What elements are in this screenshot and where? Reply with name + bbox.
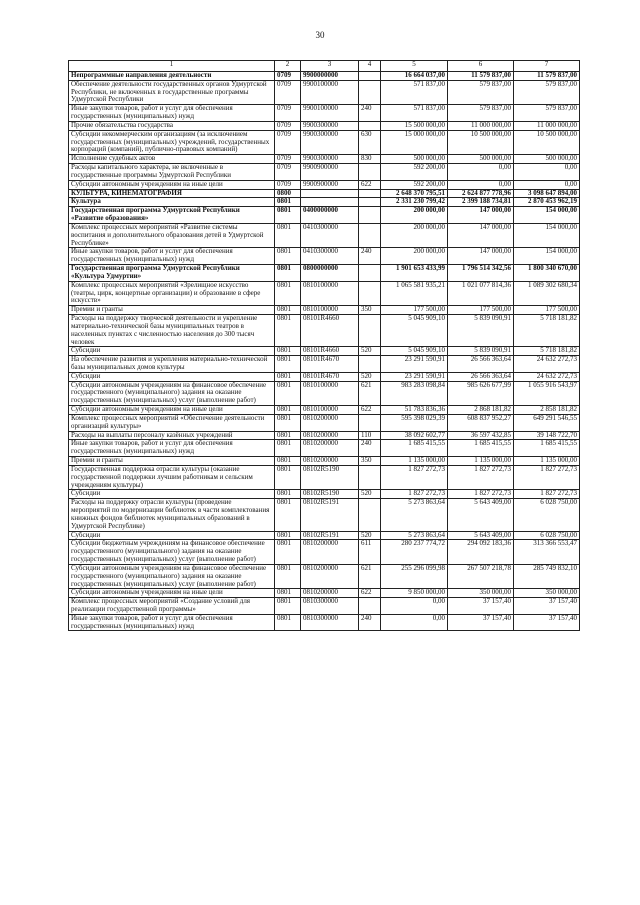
- row-name-cell: Субсидии: [69, 531, 275, 540]
- table-row: [69, 598, 580, 615]
- row-name-cell: Субсидии автономным учреждениям на иные цели: [69, 406, 275, 415]
- row-expense-type-cell: [359, 414, 381, 431]
- row-section-cell: 0801: [275, 531, 301, 540]
- row-amount-year-2-cell: 579 837,00: [448, 105, 514, 122]
- table-row: [69, 540, 580, 564]
- row-target-article-cell: 08101R4660: [301, 315, 359, 347]
- row-amount-year-1-cell: 1 827 272,73: [381, 490, 448, 499]
- row-amount-year-1-cell: 15 000 000,00: [381, 130, 448, 154]
- row-amount-year-2-cell: 5 839 090,91: [448, 315, 514, 347]
- row-section-cell: 0801: [275, 440, 301, 457]
- column-header-year-3: 7: [514, 61, 580, 72]
- row-amount-year-3-cell: 11 579 837,00: [514, 72, 580, 81]
- row-name-cell: Государственная поддержка отрасли культуры (оказание государственной поддержки лучшим работникам и сельским учреждениям культуры): [69, 465, 275, 489]
- row-section-cell: 0801: [275, 265, 301, 282]
- row-target-article-cell: 0810200000: [301, 457, 359, 466]
- row-amount-year-1-cell: 280 237 774,72: [381, 540, 448, 564]
- row-section-cell: 0801: [275, 414, 301, 431]
- row-amount-year-2-cell: 1 685 415,55: [448, 440, 514, 457]
- row-expense-type-cell: [359, 356, 381, 373]
- row-name-cell: Комплекс процессных мероприятий «Создание условий для реализации государственной программы»: [69, 598, 275, 615]
- row-target-article-cell: [301, 198, 359, 207]
- row-target-article-cell: 0810200000: [301, 431, 359, 440]
- row-amount-year-1-cell: 2 331 230 799,42: [381, 198, 448, 207]
- row-amount-year-2-cell: 0,00: [448, 180, 514, 189]
- page-number: 30: [315, 30, 325, 40]
- row-name-cell: Обеспечение деятельности государственных органов Удмуртской Республики, не включенных в государственные программы Удмуртской Республики: [69, 80, 275, 104]
- row-name-cell: Субсидии автономным учреждениям на иные цели: [69, 589, 275, 598]
- row-name-cell: Иные закупки товаров, работ и услуг для обеспечения государственных (муниципальных) нужд: [69, 105, 275, 122]
- row-amount-year-2-cell: 36 597 432,85: [448, 431, 514, 440]
- row-expense-type-cell: 622: [359, 180, 381, 189]
- row-target-article-cell: 08102R5191: [301, 499, 359, 531]
- row-section-cell: 0801: [275, 490, 301, 499]
- row-amount-year-2-cell: 5 643 409,00: [448, 499, 514, 531]
- row-amount-year-1-cell: 571 837,00: [381, 80, 448, 104]
- row-expense-type-cell: [359, 189, 381, 198]
- row-section-cell: 0801: [275, 598, 301, 615]
- row-amount-year-1-cell: 255 296 099,98: [381, 564, 448, 588]
- table-row: [69, 72, 580, 81]
- row-amount-year-3-cell: 1 827 272,73: [514, 465, 580, 489]
- row-target-article-cell: 0410300000: [301, 248, 359, 265]
- row-amount-year-2-cell: 5 643 409,00: [448, 531, 514, 540]
- row-target-article-cell: 0810200000: [301, 564, 359, 588]
- table-row: [69, 105, 580, 122]
- row-target-article-cell: 9900100000: [301, 80, 359, 104]
- row-target-article-cell: 0810100000: [301, 306, 359, 315]
- row-name-cell: Непрограммные направления деятельности: [69, 72, 275, 81]
- row-amount-year-1-cell: 1 901 653 433,99: [381, 265, 448, 282]
- row-amount-year-3-cell: 285 749 832,10: [514, 564, 580, 588]
- table-row: [69, 130, 580, 154]
- row-expense-type-cell: 110: [359, 431, 381, 440]
- table-row: [69, 490, 580, 499]
- row-section-cell: 0709: [275, 121, 301, 130]
- row-section-cell: 0801: [275, 406, 301, 415]
- table-row: [69, 589, 580, 598]
- row-amount-year-3-cell: 154 000,00: [514, 207, 580, 224]
- row-target-article-cell: 0810100000: [301, 381, 359, 405]
- column-header-section: 2: [275, 61, 301, 72]
- row-amount-year-2-cell: 1 135 000,00: [448, 457, 514, 466]
- row-amount-year-3-cell: 37 157,40: [514, 614, 580, 631]
- table-row: [69, 80, 580, 104]
- row-name-cell: Субсидии бюджетным учреждениям на финансовое обеспечение государственного (муниципального) задания на оказание государственных (муниципальных) услуг (выполнение работ): [69, 540, 275, 564]
- table-row: [69, 564, 580, 588]
- row-target-article-cell: 0400000000: [301, 207, 359, 224]
- row-section-cell: 0709: [275, 155, 301, 164]
- row-section-cell: 0801: [275, 372, 301, 381]
- row-name-cell: Субсидии автономным учреждениям на финансовое обеспечение государственного (муниципального) задания на оказание государственных (муниципальных) услуг (выполнение работ): [69, 381, 275, 405]
- row-section-cell: 0801: [275, 381, 301, 405]
- row-name-cell: Премии и гранты: [69, 306, 275, 315]
- row-target-article-cell: 0810200000: [301, 540, 359, 564]
- table-body: [69, 72, 580, 631]
- row-amount-year-2-cell: 5 839 090,91: [448, 347, 514, 356]
- row-name-cell: Расходы на выплаты персоналу казённых учреждений: [69, 431, 275, 440]
- table-row: [69, 381, 580, 405]
- row-amount-year-2-cell: 350 000,00: [448, 589, 514, 598]
- row-target-article-cell: 08102R5190: [301, 490, 359, 499]
- row-amount-year-3-cell: 177 500,00: [514, 306, 580, 315]
- table-row: [69, 248, 580, 265]
- row-amount-year-2-cell: 177 500,00: [448, 306, 514, 315]
- row-amount-year-1-cell: 500 000,00: [381, 155, 448, 164]
- row-amount-year-3-cell: 0,00: [514, 180, 580, 189]
- row-amount-year-1-cell: 23 291 590,91: [381, 372, 448, 381]
- row-target-article-cell: 0800000000: [301, 265, 359, 282]
- row-amount-year-3-cell: 10 500 000,00: [514, 130, 580, 154]
- row-section-cell: 0801: [275, 540, 301, 564]
- row-section-cell: 0801: [275, 465, 301, 489]
- row-amount-year-1-cell: 200 000,00: [381, 248, 448, 265]
- table-row: [69, 223, 580, 247]
- row-target-article-cell: 0810300000: [301, 614, 359, 631]
- row-expense-type-cell: [359, 281, 381, 305]
- row-amount-year-3-cell: 350 000,00: [514, 589, 580, 598]
- row-expense-type-cell: [359, 198, 381, 207]
- row-amount-year-2-cell: 2 868 181,82: [448, 406, 514, 415]
- row-amount-year-3-cell: 649 291 546,55: [514, 414, 580, 431]
- row-target-article-cell: 0810200000: [301, 414, 359, 431]
- row-name-cell: Иные закупки товаров, работ и услуг для обеспечения государственных (муниципальных) нужд: [69, 614, 275, 631]
- row-expense-type-cell: 622: [359, 589, 381, 598]
- row-amount-year-2-cell: 2 399 188 734,81: [448, 198, 514, 207]
- row-target-article-cell: 0810100000: [301, 281, 359, 305]
- row-name-cell: Субсидии автономным учреждениям на финансовое обеспечение государственного (муниципального) задания на оказание государственных (муниципальных) услуг (выполнение работ): [69, 564, 275, 588]
- row-expense-type-cell: 350: [359, 457, 381, 466]
- row-amount-year-1-cell: 23 291 590,91: [381, 356, 448, 373]
- row-section-cell: 0801: [275, 207, 301, 224]
- row-amount-year-3-cell: 154 000,00: [514, 248, 580, 265]
- row-name-cell: Субсидии: [69, 372, 275, 381]
- row-amount-year-3-cell: 6 028 750,00: [514, 531, 580, 540]
- table-row: [69, 431, 580, 440]
- row-target-article-cell: 9900300000: [301, 155, 359, 164]
- row-expense-type-cell: 520: [359, 531, 381, 540]
- row-amount-year-3-cell: 6 028 750,00: [514, 499, 580, 531]
- row-name-cell: Прочие обязательства государства: [69, 121, 275, 130]
- row-name-cell: Иные закупки товаров, работ и услуг для обеспечения государственных (муниципальных) нужд: [69, 248, 275, 265]
- row-section-cell: 0709: [275, 180, 301, 189]
- row-amount-year-2-cell: 1 021 077 814,36: [448, 281, 514, 305]
- row-expense-type-cell: 520: [359, 347, 381, 356]
- row-expense-type-cell: 350: [359, 306, 381, 315]
- row-target-article-cell: 9900100000: [301, 105, 359, 122]
- row-expense-type-cell: 611: [359, 540, 381, 564]
- row-section-cell: 0709: [275, 80, 301, 104]
- row-amount-year-2-cell: 294 092 183,36: [448, 540, 514, 564]
- row-expense-type-cell: [359, 121, 381, 130]
- table-row: [69, 457, 580, 466]
- row-expense-type-cell: [359, 315, 381, 347]
- row-name-cell: Исполнение судебных актов: [69, 155, 275, 164]
- row-name-cell: Комплекс процессных мероприятий «Обеспечение деятельности организаций культуры»: [69, 414, 275, 431]
- row-amount-year-2-cell: 11 579 837,00: [448, 72, 514, 81]
- row-expense-type-cell: 621: [359, 381, 381, 405]
- row-expense-type-cell: 240: [359, 440, 381, 457]
- row-amount-year-3-cell: 39 148 722,70: [514, 431, 580, 440]
- row-amount-year-1-cell: 1 135 000,00: [381, 457, 448, 466]
- row-amount-year-1-cell: 1 685 415,55: [381, 440, 448, 457]
- row-expense-type-cell: 240: [359, 614, 381, 631]
- row-expense-type-cell: 830: [359, 155, 381, 164]
- table-row: [69, 198, 580, 207]
- row-section-cell: 0800: [275, 189, 301, 198]
- row-amount-year-1-cell: 595 398 029,39: [381, 414, 448, 431]
- row-section-cell: 0801: [275, 223, 301, 247]
- row-target-article-cell: 9900900000: [301, 164, 359, 181]
- row-amount-year-2-cell: 37 157,40: [448, 614, 514, 631]
- row-expense-type-cell: [359, 164, 381, 181]
- row-target-article-cell: 08101R4670: [301, 356, 359, 373]
- row-amount-year-2-cell: 2 624 877 778,96: [448, 189, 514, 198]
- row-name-cell: Расходы на поддержку творческой деятельности и укрепление материально-технической базы муниципальных театров в населенных пунктах с численностью населения до 300 тысяч человек: [69, 315, 275, 347]
- row-section-cell: 0801: [275, 614, 301, 631]
- row-amount-year-1-cell: 592 200,00: [381, 164, 448, 181]
- row-amount-year-1-cell: 1 827 272,73: [381, 465, 448, 489]
- row-target-article-cell: 0810200000: [301, 440, 359, 457]
- row-expense-type-cell: [359, 223, 381, 247]
- row-expense-type-cell: 240: [359, 105, 381, 122]
- row-amount-year-1-cell: 1 065 581 935,21: [381, 281, 448, 305]
- row-amount-year-2-cell: 11 000 000,00: [448, 121, 514, 130]
- row-amount-year-1-cell: 5 273 863,64: [381, 531, 448, 540]
- row-amount-year-1-cell: 571 837,00: [381, 105, 448, 122]
- row-amount-year-3-cell: 11 000 000,00: [514, 121, 580, 130]
- row-amount-year-2-cell: 985 626 677,99: [448, 381, 514, 405]
- row-amount-year-1-cell: 983 283 098,84: [381, 381, 448, 405]
- row-expense-type-cell: [359, 465, 381, 489]
- row-amount-year-3-cell: 24 632 272,73: [514, 356, 580, 373]
- row-amount-year-2-cell: 147 000,00: [448, 223, 514, 247]
- row-name-cell: Субсидии некоммерческим организациям (за исключением государственных (муниципальных) учреждений, государственных корпораций (компаний), публично-правовых компаний): [69, 130, 275, 154]
- row-section-cell: 0801: [275, 281, 301, 305]
- budget-table: [68, 60, 580, 631]
- row-amount-year-2-cell: 1 827 272,73: [448, 465, 514, 489]
- table-row: [69, 164, 580, 181]
- row-section-cell: 0709: [275, 164, 301, 181]
- row-amount-year-3-cell: 1 135 000,00: [514, 457, 580, 466]
- row-section-cell: 0709: [275, 105, 301, 122]
- column-header-target-article: 3: [301, 61, 359, 72]
- row-expense-type-cell: [359, 80, 381, 104]
- table-row: [69, 315, 580, 347]
- row-amount-year-3-cell: 313 366 553,47: [514, 540, 580, 564]
- row-name-cell: Расходы капитального характера, не включенные в государственные программы Удмуртской Республики: [69, 164, 275, 181]
- row-amount-year-1-cell: 0,00: [381, 598, 448, 615]
- table-row: [69, 189, 580, 198]
- row-amount-year-1-cell: 16 664 037,00: [381, 72, 448, 81]
- table-row: [69, 356, 580, 373]
- row-name-cell: Государственная программа Удмуртской Республики «Культура Удмуртии»: [69, 265, 275, 282]
- row-name-cell: КУЛЬТУРА, КИНЕМАТОГРАФИЯ: [69, 189, 275, 198]
- row-expense-type-cell: [359, 207, 381, 224]
- row-name-cell: Субсидии: [69, 490, 275, 499]
- table-row: [69, 207, 580, 224]
- row-name-cell: Иные закупки товаров, работ и услуг для обеспечения государственных (муниципальных) нужд: [69, 440, 275, 457]
- row-amount-year-3-cell: 1 685 415,55: [514, 440, 580, 457]
- row-amount-year-1-cell: 0,00: [381, 614, 448, 631]
- table-header: [69, 61, 580, 72]
- row-section-cell: 0801: [275, 248, 301, 265]
- row-expense-type-cell: 240: [359, 248, 381, 265]
- row-amount-year-2-cell: 26 566 363,64: [448, 372, 514, 381]
- row-name-cell: Субсидии: [69, 347, 275, 356]
- row-amount-year-3-cell: 154 000,00: [514, 223, 580, 247]
- row-amount-year-3-cell: 579 837,00: [514, 105, 580, 122]
- row-expense-type-cell: [359, 598, 381, 615]
- table-row: [69, 465, 580, 489]
- row-amount-year-2-cell: 608 837 952,27: [448, 414, 514, 431]
- row-amount-year-1-cell: 592 200,00: [381, 180, 448, 189]
- row-amount-year-1-cell: 15 500 000,00: [381, 121, 448, 130]
- row-expense-type-cell: [359, 72, 381, 81]
- row-target-article-cell: [301, 189, 359, 198]
- row-expense-type-cell: 520: [359, 372, 381, 381]
- table-row: [69, 306, 580, 315]
- row-amount-year-2-cell: 147 000,00: [448, 207, 514, 224]
- row-target-article-cell: 0410300000: [301, 223, 359, 247]
- row-target-article-cell: 9900900000: [301, 180, 359, 189]
- row-amount-year-3-cell: 1 055 916 543,97: [514, 381, 580, 405]
- row-amount-year-1-cell: 2 648 370 795,51: [381, 189, 448, 198]
- table-row: [69, 406, 580, 415]
- row-amount-year-2-cell: 0,00: [448, 164, 514, 181]
- table-row: [69, 372, 580, 381]
- row-section-cell: 0709: [275, 130, 301, 154]
- table-row: [69, 614, 580, 631]
- row-amount-year-2-cell: 10 500 000,00: [448, 130, 514, 154]
- row-amount-year-1-cell: 9 850 000,00: [381, 589, 448, 598]
- table-row: [69, 414, 580, 431]
- row-amount-year-3-cell: 2 870 453 962,19: [514, 198, 580, 207]
- row-amount-year-1-cell: 51 783 836,36: [381, 406, 448, 415]
- row-expense-type-cell: 622: [359, 406, 381, 415]
- row-amount-year-3-cell: 5 718 181,82: [514, 347, 580, 356]
- row-target-article-cell: 9900300000: [301, 130, 359, 154]
- table-row: [69, 347, 580, 356]
- row-section-cell: 0801: [275, 499, 301, 531]
- row-amount-year-3-cell: 579 837,00: [514, 80, 580, 104]
- row-amount-year-2-cell: 1 827 272,73: [448, 490, 514, 499]
- row-section-cell: 0801: [275, 457, 301, 466]
- row-section-cell: 0801: [275, 315, 301, 347]
- row-name-cell: На обеспечение развития и укрепления материально-технической базы муниципальных домов культуры: [69, 356, 275, 373]
- column-header-year-2: 6: [448, 61, 514, 72]
- row-section-cell: 0801: [275, 347, 301, 356]
- row-target-article-cell: 9900300000: [301, 121, 359, 130]
- row-expense-type-cell: [359, 499, 381, 531]
- row-amount-year-3-cell: 5 718 181,82: [514, 315, 580, 347]
- row-amount-year-1-cell: 5 045 909,10: [381, 315, 448, 347]
- row-amount-year-3-cell: 1 089 302 680,34: [514, 281, 580, 305]
- row-target-article-cell: 0810300000: [301, 598, 359, 615]
- row-expense-type-cell: 630: [359, 130, 381, 154]
- table-row: [69, 180, 580, 189]
- table-row: [69, 155, 580, 164]
- row-amount-year-2-cell: 579 837,00: [448, 80, 514, 104]
- row-expense-type-cell: 621: [359, 564, 381, 588]
- row-name-cell: Государственная программа Удмуртской Республики «Развитие образования»: [69, 207, 275, 224]
- table-row: [69, 265, 580, 282]
- row-amount-year-1-cell: 5 045 909,10: [381, 347, 448, 356]
- row-amount-year-3-cell: 1 800 340 670,00: [514, 265, 580, 282]
- row-section-cell: 0801: [275, 431, 301, 440]
- row-section-cell: 0801: [275, 589, 301, 598]
- row-amount-year-1-cell: 177 500,00: [381, 306, 448, 315]
- row-section-cell: 0709: [275, 72, 301, 81]
- column-header-name: 1: [69, 61, 275, 72]
- row-amount-year-2-cell: 267 507 218,78: [448, 564, 514, 588]
- row-amount-year-1-cell: 200 000,00: [381, 223, 448, 247]
- table-row: [69, 121, 580, 130]
- row-name-cell: Премии и гранты: [69, 457, 275, 466]
- row-target-article-cell: 0810200000: [301, 589, 359, 598]
- row-target-article-cell: 08101R4660: [301, 347, 359, 356]
- row-amount-year-2-cell: 500 000,00: [448, 155, 514, 164]
- row-amount-year-2-cell: 37 157,40: [448, 598, 514, 615]
- row-target-article-cell: 0810100000: [301, 406, 359, 415]
- row-section-cell: 0801: [275, 356, 301, 373]
- row-target-article-cell: 08102R5191: [301, 531, 359, 540]
- row-target-article-cell: 08101R4670: [301, 372, 359, 381]
- row-name-cell: Расходы на поддержку отрасли культуры (проведение мероприятий по модернизации библиотек в части комплектования книжных фондов библиотек муниципальных образований в Удмуртской Республике): [69, 499, 275, 531]
- row-amount-year-1-cell: 200 000,00: [381, 207, 448, 224]
- row-amount-year-3-cell: 2 858 181,82: [514, 406, 580, 415]
- row-section-cell: 0801: [275, 198, 301, 207]
- column-header-year-1: 5: [381, 61, 448, 72]
- row-name-cell: Культура: [69, 198, 275, 207]
- row-amount-year-3-cell: 1 827 272,73: [514, 490, 580, 499]
- table-row: [69, 531, 580, 540]
- row-amount-year-2-cell: 147 000,00: [448, 248, 514, 265]
- row-name-cell: Комплекс процессных мероприятий «Зрелищное искусство (театры, цирк, концертные организации) и образование в сфере искусств»: [69, 281, 275, 305]
- row-name-cell: Субсидии автономным учреждениям на иные цели: [69, 180, 275, 189]
- row-target-article-cell: 9900000000: [301, 72, 359, 81]
- row-amount-year-1-cell: 38 092 602,77: [381, 431, 448, 440]
- row-amount-year-3-cell: 24 632 272,73: [514, 372, 580, 381]
- row-section-cell: 0801: [275, 564, 301, 588]
- row-amount-year-3-cell: 37 157,40: [514, 598, 580, 615]
- row-expense-type-cell: [359, 265, 381, 282]
- row-section-cell: 0801: [275, 306, 301, 315]
- row-target-article-cell: 08102R5190: [301, 465, 359, 489]
- row-amount-year-3-cell: 500 000,00: [514, 155, 580, 164]
- row-expense-type-cell: 520: [359, 490, 381, 499]
- row-name-cell: Комплекс процессных мероприятий «Развитие системы воспитания и дополнительного образования детей в Удмуртской Республике»: [69, 223, 275, 247]
- row-amount-year-2-cell: 26 566 363,64: [448, 356, 514, 373]
- table-row: [69, 499, 580, 531]
- table-row: [69, 440, 580, 457]
- column-header-expense-type: 4: [359, 61, 381, 72]
- row-amount-year-1-cell: 5 273 863,64: [381, 499, 448, 531]
- table-row: [69, 281, 580, 305]
- row-amount-year-3-cell: 3 098 647 894,00: [514, 189, 580, 198]
- row-amount-year-2-cell: 1 796 514 342,56: [448, 265, 514, 282]
- row-amount-year-3-cell: 0,00: [514, 164, 580, 181]
